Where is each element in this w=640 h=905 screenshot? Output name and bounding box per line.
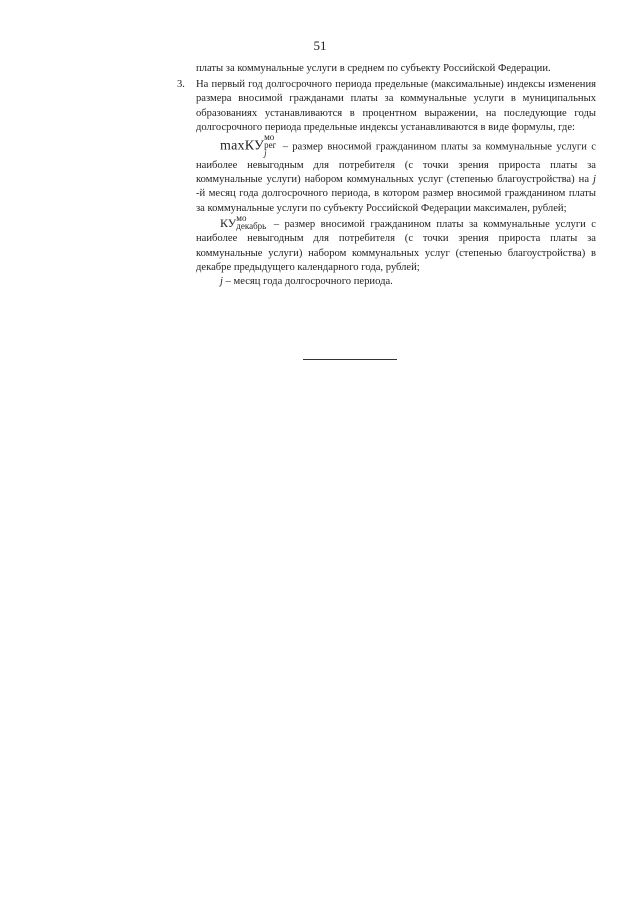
list-item-3 — [177, 78, 596, 135]
formula-script — [264, 133, 276, 157]
variable-j: j — [593, 174, 596, 186]
definition-text: – месяц года долгосрочного периода. — [222, 276, 393, 287]
list-item-text: На первый год долгосрочного периода предельные (максимальные) индексы изменения размера вносимой гражданами платы за коммунальные услуги в муниципальных образованиях устанавливаются в процентном выражении, на последующие годы долгосрочного периода предельные индексы устанавливаются в виде формулы, где: — [196, 79, 596, 133]
formula-superscript: мо — [236, 213, 247, 224]
formula-symbol-ku: КУ — [220, 215, 237, 230]
definition-ku-december — [196, 213, 596, 275]
footer-divider — [303, 359, 397, 360]
definition-text-part-2: -й месяц года долгосрочного периода, в котором размер вносимой гражданином платы за коммунальные услуги по субъекту Российской Федерации максимален, рублей; — [196, 188, 596, 214]
definition-text-part-1: – размер вносимой гражданином платы за коммунальные услуги с наиболее невыгодным для потребителя (с точки зрения прироста платы за коммунальные услуги) набором коммунальных услуг (степенью благоустройства) на — [196, 141, 596, 186]
variable-j: j — [220, 276, 223, 287]
definition-j — [196, 275, 596, 289]
formula-subscript: декабрь — [236, 221, 267, 232]
definition-max-ku — [196, 132, 596, 216]
formula-script — [236, 214, 266, 230]
definition-text: – размер вносимой гражданином платы за коммунальные услуги с наиболее невыгодным для потребителя (с точки зрения прироста платы за коммунальные услуги) набором коммунальных услуг (степенью благоустройства) в декабре предыдущего календарного года, рублей; — [196, 218, 596, 273]
formula-symbol-max-ku: maxКУ — [220, 138, 265, 154]
document-body — [177, 62, 596, 289]
formula-subscript: рег — [264, 140, 277, 151]
formula-superscript: мо — [264, 132, 275, 143]
list-item-number: 3. — [177, 79, 185, 91]
page-number: 51 — [313, 38, 327, 53]
formula-subscript-index: j — [264, 148, 267, 159]
continuation-paragraph: платы за коммунальные услуги в среднем по субъекту Российской Федерации. — [196, 63, 551, 74]
